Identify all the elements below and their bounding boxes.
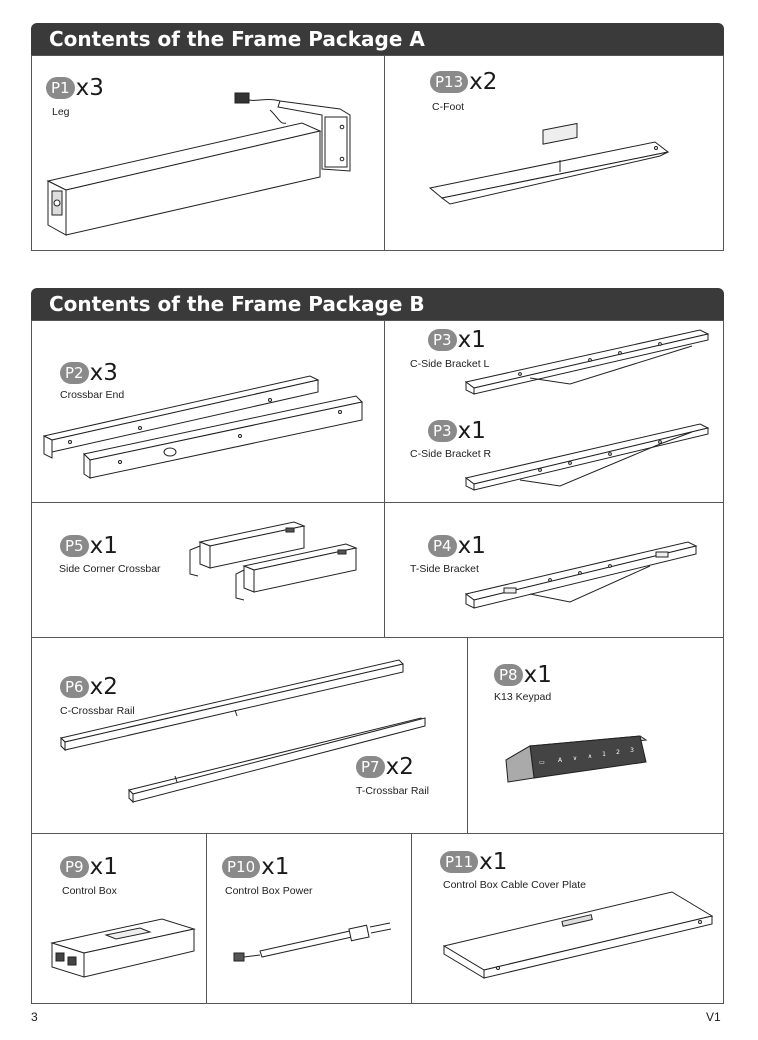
part-badge: P8 [494, 664, 523, 686]
power-cable-illustration [230, 915, 400, 970]
part-quantity: x1 [261, 854, 290, 880]
part-badge: P13 [430, 71, 468, 93]
part-p13-label [430, 71, 497, 93]
part-name: Control Box [62, 885, 117, 897]
control-box-illustration [46, 915, 201, 985]
part-badge: P4 [428, 535, 457, 557]
page-number: 3 [31, 1010, 38, 1024]
part-quantity: x2 [385, 754, 414, 780]
part-name: T-Side Bracket [410, 563, 479, 575]
part-quantity: x2 [469, 69, 498, 95]
part-name: K13 Keypad [494, 691, 552, 703]
part-badge: P9 [60, 856, 89, 878]
part-p10-label [222, 856, 289, 878]
keypad-key: 1 [602, 751, 606, 758]
part-quantity: x1 [89, 533, 118, 559]
part-badge: P5 [60, 535, 89, 557]
part-p9-label [60, 856, 118, 878]
part-name: C-Side Bracket L [410, 358, 490, 370]
part-p8-label [494, 664, 552, 686]
part-quantity: x3 [89, 360, 118, 386]
keypad-key: 3 [630, 747, 634, 754]
part-name: T-Crossbar Rail [356, 785, 429, 797]
section-b-title: Contents of the Frame Package B [31, 288, 724, 320]
keypad-key: ∧ [587, 753, 593, 760]
part-name: C-Crossbar Rail [60, 705, 135, 717]
keypad-illustration [500, 726, 655, 788]
part-quantity: x1 [457, 327, 486, 353]
c-foot-illustration [420, 130, 680, 210]
part-badge: P2 [60, 362, 89, 384]
part-name: C-Side Bracket R [410, 448, 492, 460]
part-badge: P10 [222, 856, 260, 878]
part-quantity: x1 [89, 854, 118, 880]
part-badge: P3 [428, 329, 457, 351]
part-name: Control Box Cable Cover Plate [443, 879, 586, 891]
part-p11-label [440, 851, 507, 873]
keypad-key: ▭ [539, 759, 545, 766]
keypad-key: A [557, 757, 563, 764]
c-side-bracket-l-illustration [457, 326, 715, 401]
part-badge: P6 [60, 676, 89, 698]
part-p7-label [356, 756, 414, 778]
part-badge: P1 [46, 77, 75, 99]
part-name: Crossbar End [60, 389, 125, 401]
part-p5-label [60, 535, 118, 557]
part-badge: P11 [440, 851, 478, 873]
section-a-title: Contents of the Frame Package A [31, 23, 724, 55]
part-name: Leg [52, 106, 70, 118]
part-badge: P3 [428, 420, 457, 442]
keypad-key: ∨ [572, 755, 578, 762]
part-quantity: x1 [479, 849, 508, 875]
t-side-bracket-illustration [457, 533, 710, 616]
part-quantity: x1 [523, 662, 552, 688]
part-quantity: x3 [75, 75, 104, 101]
side-corner-crossbar-illustration [182, 516, 362, 606]
part-badge: P7 [356, 756, 385, 778]
part-quantity: x1 [457, 418, 486, 444]
part-name: Side Corner Crossbar [59, 563, 161, 575]
version-label: V1 [706, 1010, 721, 1024]
c-side-bracket-r-illustration [457, 418, 715, 493]
cable-cover-plate-illustration [440, 888, 720, 983]
keypad-key: 2 [616, 749, 620, 756]
crossbar-rails-illustration [55, 652, 435, 806]
leg-illustration [40, 85, 360, 235]
part-quantity: x1 [457, 533, 486, 559]
crossbar-end-illustration [40, 370, 370, 480]
part-name: C-Foot [432, 101, 465, 113]
part-quantity: x2 [89, 674, 118, 700]
part-name: Control Box Power [225, 885, 313, 897]
